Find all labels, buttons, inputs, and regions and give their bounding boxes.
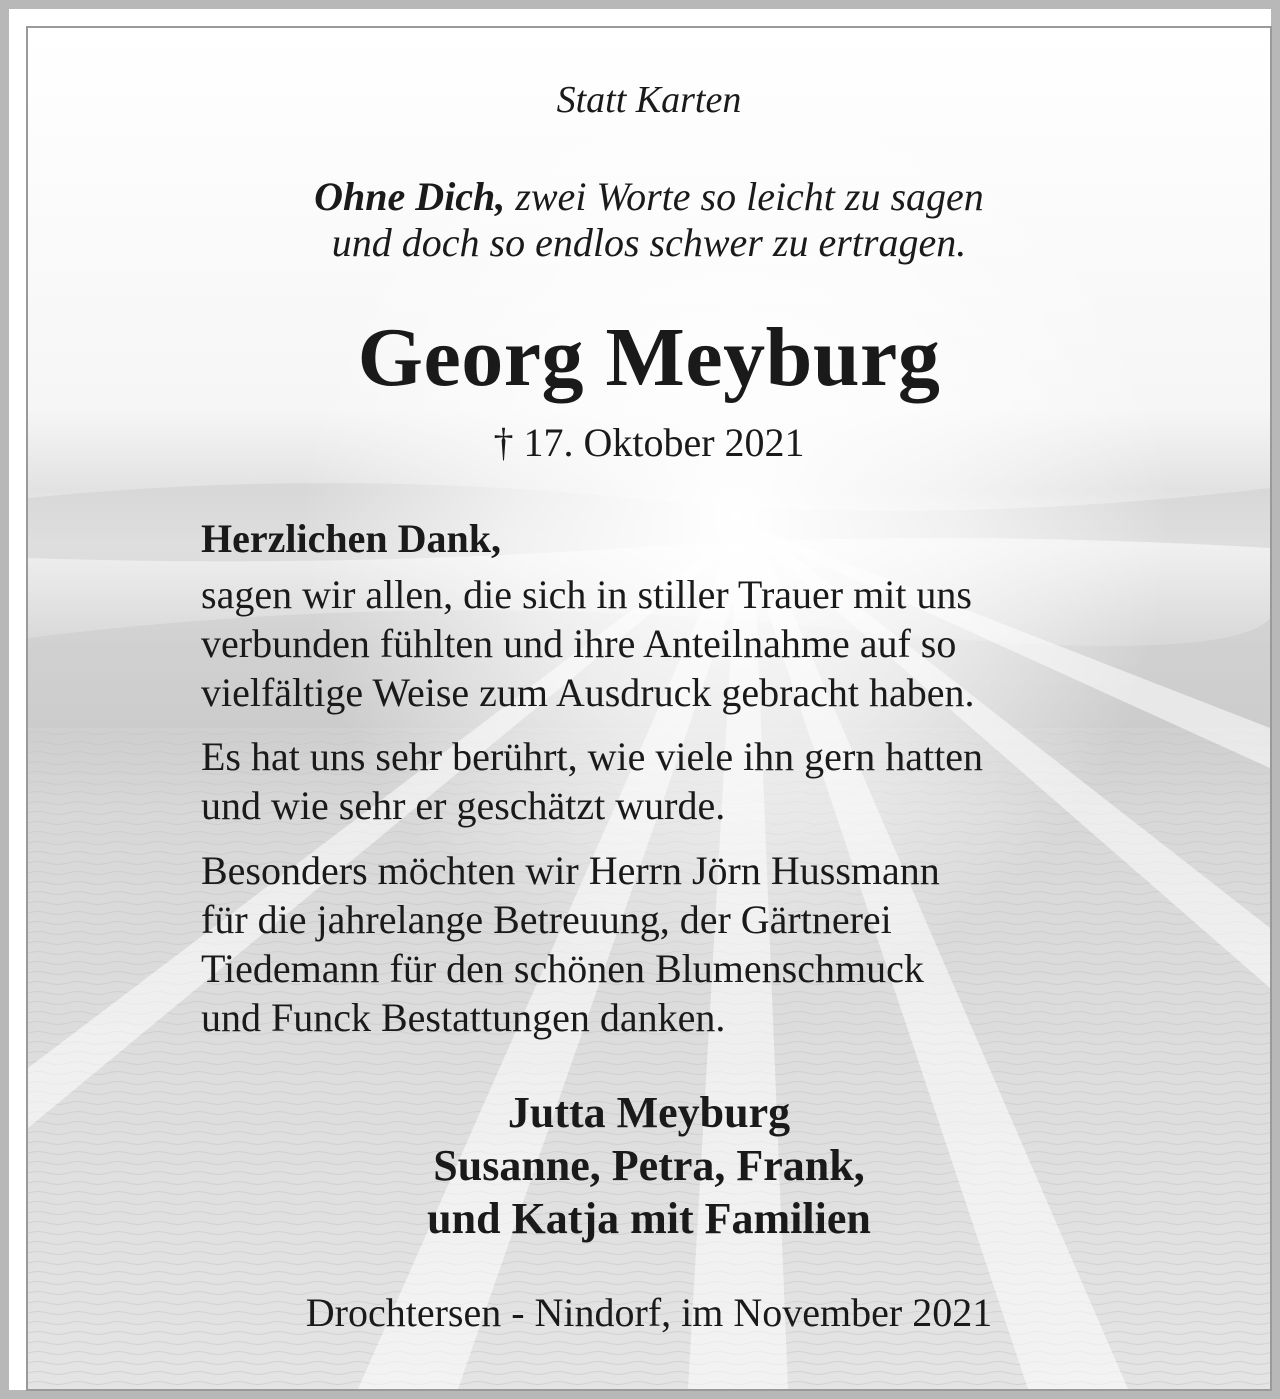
thanks-paragraph-2 [201,732,1161,830]
quote-line-1 [28,174,1270,220]
paragraph-line: und Funck Bestattungen danken. [201,995,726,1040]
ad-inner-frame [26,26,1272,1391]
quote-block [28,174,1270,266]
thanks-paragraph-1 [201,570,1161,717]
paragraph-line: sagen wir allen, die sich in stiller Trauer mit uns [201,572,972,617]
quote-bold: Ohne Dich, [314,174,506,219]
signatory-line: Susanne, Petra, Frank, [433,1141,865,1190]
paragraph-line: vielfältige Weise zum Ausdruck gebracht haben. [201,670,975,715]
signatory-line: und Katja mit Familien [427,1194,871,1243]
paragraph-line: Es hat uns sehr berührt, wie viele ihn gern hatten [201,734,983,779]
quote-line-2: und doch so endlos schwer zu ertragen. [331,220,967,265]
paragraph-line: für die jahrelange Betreuung, der Gärtnerei [201,897,892,942]
deceased-name: Georg Meyburg [357,311,941,404]
paragraph-line: und wie sehr er geschätzt wurde. [201,783,726,828]
ad-content [28,28,1270,1389]
paragraph-line: verbunden fühlten und ihre Anteilnahme auf so [201,621,957,666]
thanks-heading: Herzlichen Dank, [201,516,501,561]
paragraph-line: Besonders möchten wir Herrn Jörn Hussmann [201,848,940,893]
place-and-date: Drochtersen - Nindorf, im November 2021 [305,1290,993,1335]
signatories-block [28,1086,1270,1245]
quote-line-1-rest: zwei Worte so leicht zu sagen [505,174,984,219]
signatory-line: Jutta Meyburg [507,1088,791,1137]
statt-karten-line: Statt Karten [556,79,742,121]
death-date: † 17. Oktober 2021 [493,420,805,465]
paragraph-line: Tiedemann für den schönen Blumenschmuck [201,946,924,991]
thanks-paragraph-3 [201,846,1161,1042]
